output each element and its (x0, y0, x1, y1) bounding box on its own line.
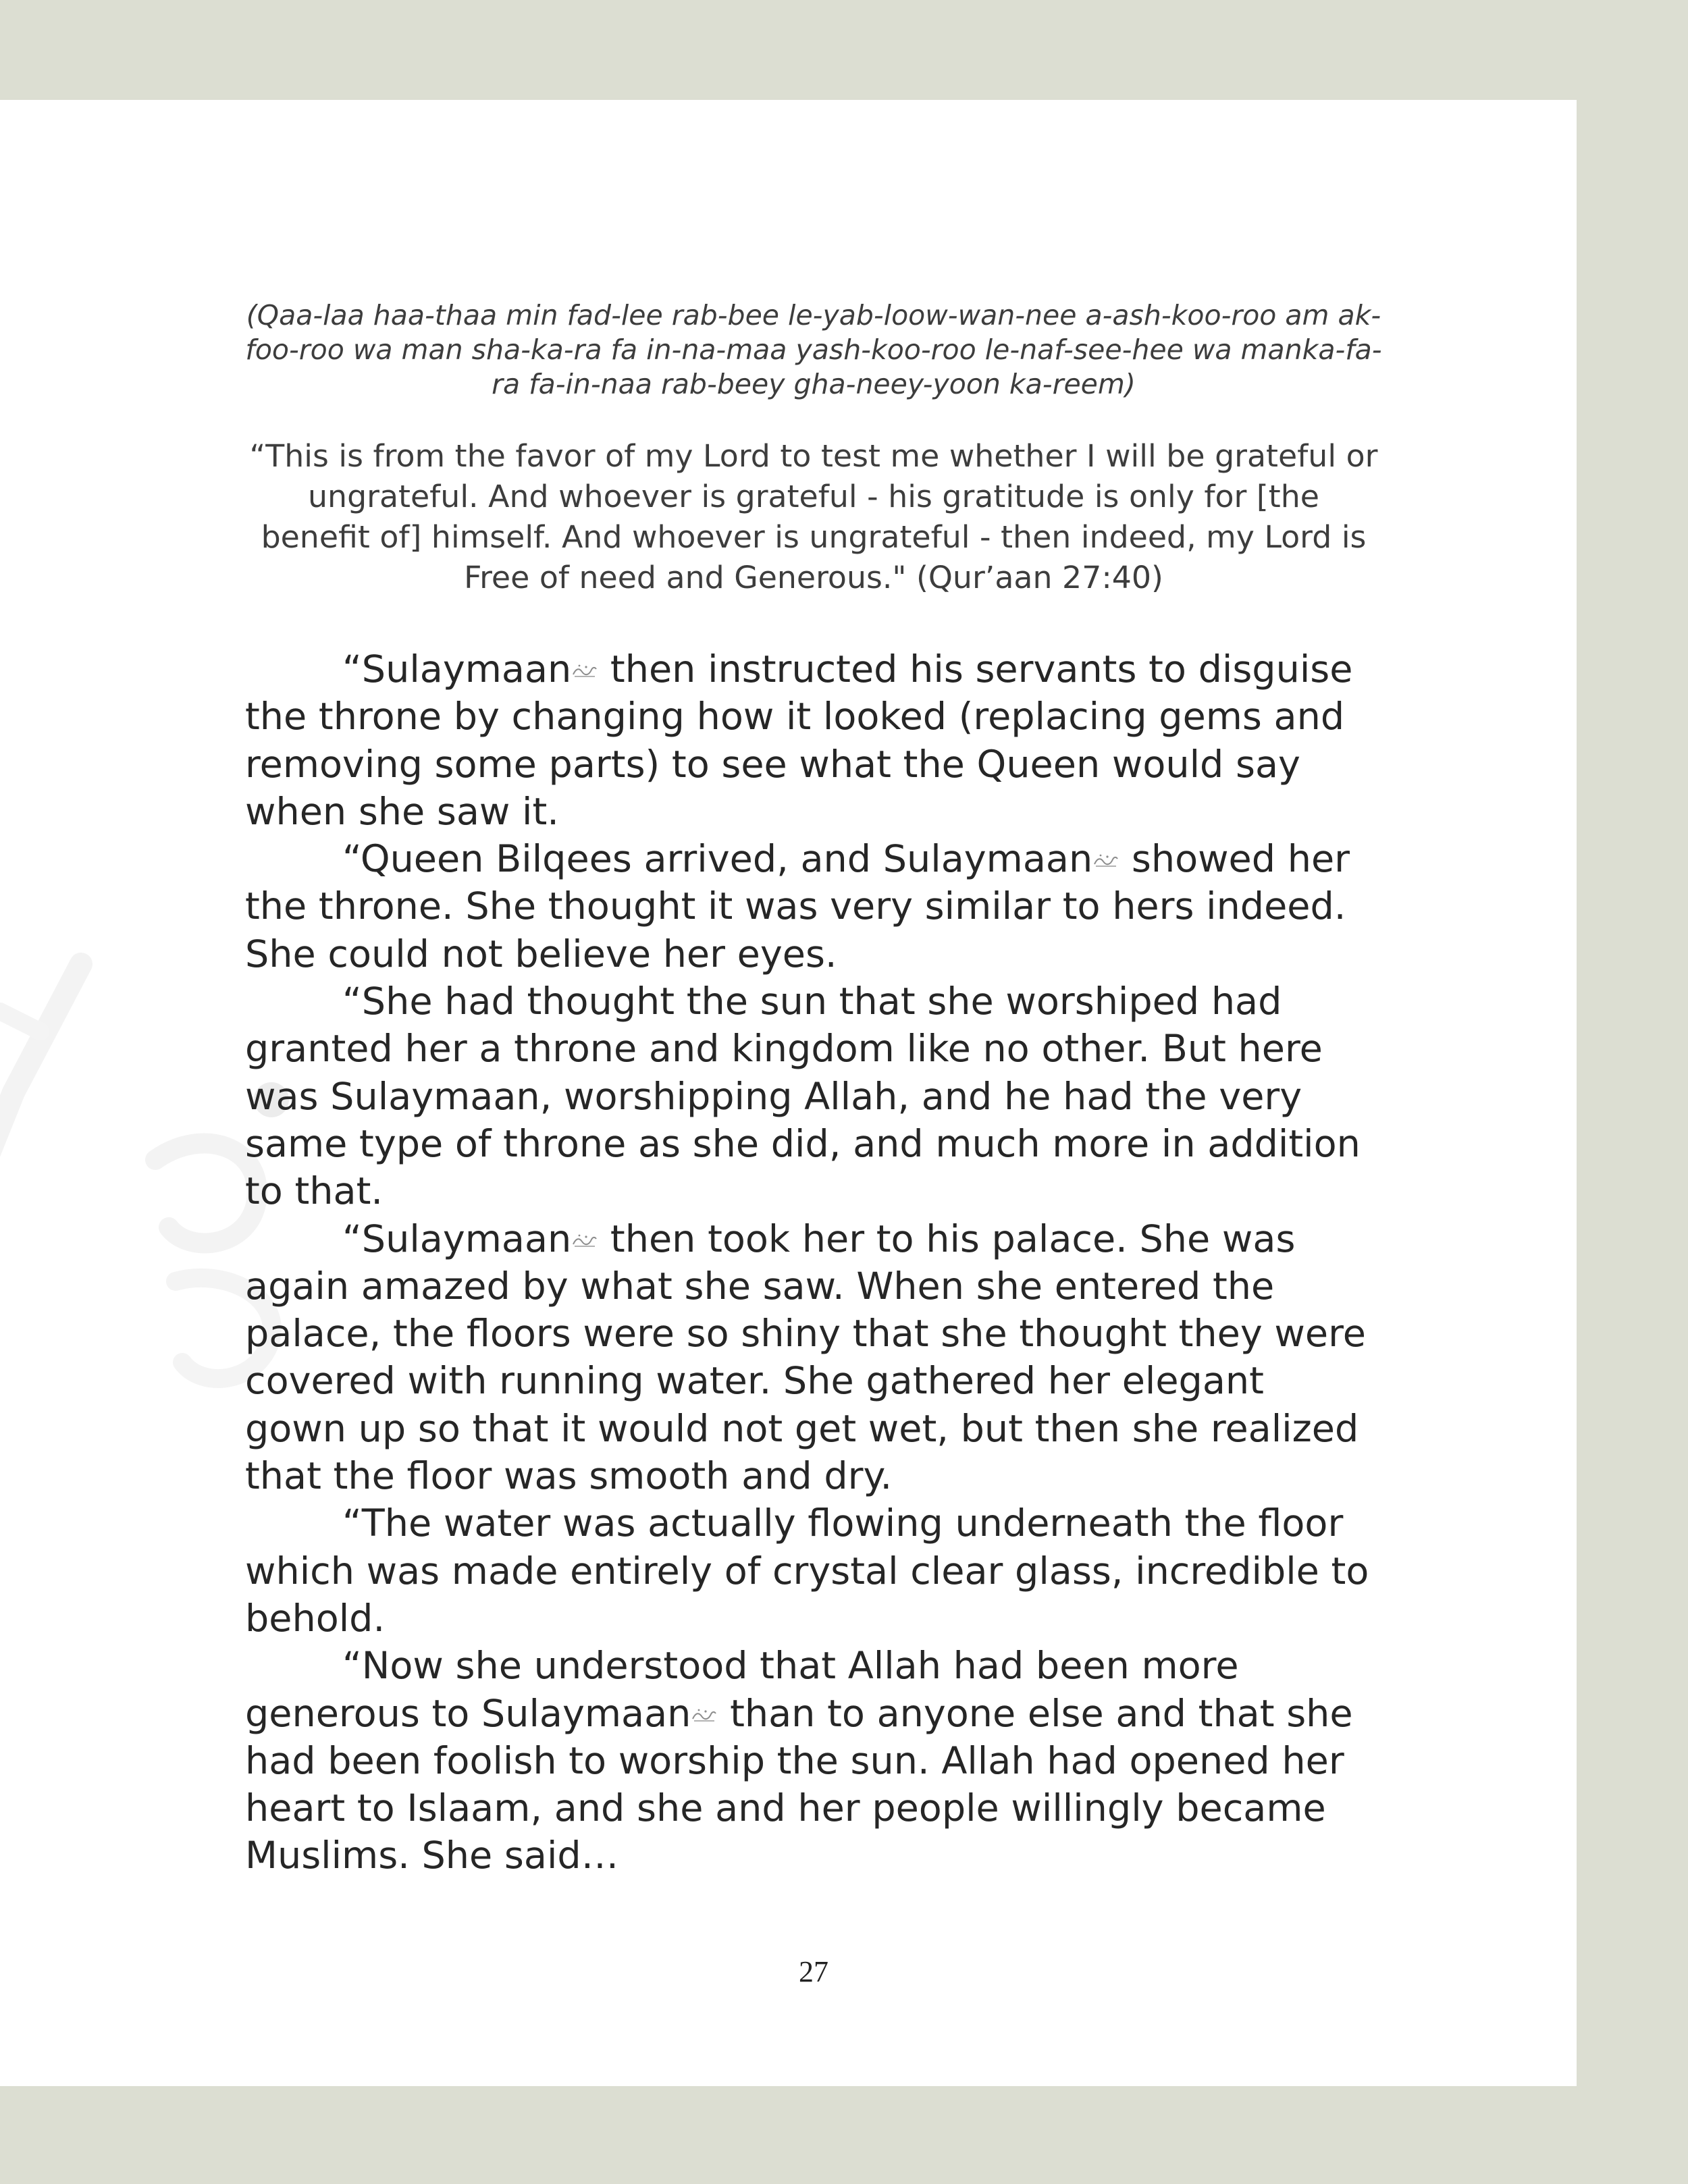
book-page (0, 100, 1577, 2086)
translation-line: ungrateful. And whoever is grateful - his gratitude is only for [the (308, 478, 1319, 514)
story-body (245, 646, 1460, 1880)
translation-line: benefit of] himself. And whoever is ungrateful - then indeed, my Lord is (261, 518, 1367, 555)
body-line: gown up so that it would not get wet, but then she realized (245, 1406, 1359, 1451)
body-line: Muslims. She said… (245, 1834, 619, 1878)
body-line (245, 1690, 1460, 1738)
body-line (245, 646, 1460, 693)
body-line: covered with running water. She gathered her elegant (245, 1359, 1264, 1404)
body-line: “Now she understood that Allah had been more (342, 1644, 1239, 1688)
paragraph (245, 836, 1460, 978)
translation-line: Free of need and Generous." (Qur’aan 27:40) (464, 559, 1163, 595)
body-line: which was made entirely of crystal clear glass, incredible to (245, 1549, 1369, 1593)
body-line: palace, the floors were so shiny that she thought they were (245, 1312, 1366, 1356)
body-text-segment: than to anyone else and that she (718, 1691, 1353, 1736)
body-line: to that. (245, 1169, 384, 1214)
body-line: “The water was actually flowing underneath the floor (342, 1501, 1344, 1546)
body-line: that the floor was smooth and dry. (245, 1454, 893, 1499)
paragraph (245, 646, 1460, 836)
body-line: when she saw it. (245, 789, 559, 834)
transliteration-line: ra fa-in-naa rab-beey gha-neey-yoon ka-reem) (492, 368, 1136, 400)
body-text-segment: then instructed his servants to disguise (598, 647, 1353, 691)
page-number: 27 (799, 1955, 828, 1988)
body-text-segment: “Sulaymaan (342, 647, 572, 691)
translation-line: “This is from the favor of my Lord to test me whether I will be grateful or (249, 437, 1378, 474)
body-line: granted her a throne and kingdom like no other. But here (245, 1027, 1323, 1071)
verse-translation (240, 435, 1388, 597)
body-text-segment: “Sulaymaan (342, 1217, 572, 1261)
body-line: “She had thought the sun that she worshiped had (342, 980, 1282, 1024)
body-line: the throne. She thought it was very similar to hers indeed. (245, 884, 1346, 929)
paragraph (245, 1500, 1460, 1643)
body-text-segment: then took her to his palace. She was (598, 1217, 1296, 1261)
body-line: heart to Islaam, and she and her people willingly became (245, 1786, 1326, 1831)
alayhis-salaam-icon (691, 1707, 718, 1724)
body-line: removing some parts) to see what the Queen would say (245, 742, 1300, 787)
transliteration-line: foo-roo wa man sha-ka-ra fa in-na-maa yash-koo-roo le-naf-see-hee wa manka-fa- (245, 334, 1382, 366)
paragraph (245, 1643, 1460, 1880)
body-line (245, 836, 1460, 883)
alayhis-salaam-icon (1092, 853, 1119, 869)
body-line: was Sulaymaan, worshipping Allah, and he had the very (245, 1074, 1302, 1119)
body-line: behold. (245, 1596, 386, 1641)
transliteration (240, 298, 1388, 402)
transliteration-line: (Qaa-laa haa-thaa min fad-lee rab-bee le-yab-loow-wan-nee a-ash-koo-roo am ak- (246, 299, 1381, 331)
body-line: She could not believe her eyes. (245, 932, 837, 976)
body-text-segment: showed her (1119, 837, 1350, 882)
body-text-segment: “Queen Bilqees arrived, and Sulaymaan (342, 837, 1093, 882)
body-line: the throne by changing how it looked (replacing gems and (245, 695, 1345, 739)
paragraph (245, 1216, 1460, 1501)
body-line: had been foolish to worship the sun. Allah had opened her (245, 1738, 1344, 1783)
body-line: again amazed by what she saw. When she entered the (245, 1264, 1275, 1308)
body-text-segment: generous to Sulaymaan (245, 1691, 691, 1736)
alayhis-salaam-icon (571, 1233, 598, 1249)
body-line: same type of throne as she did, and much more in addition (245, 1121, 1361, 1166)
paragraph (245, 978, 1460, 1215)
body-line (245, 1216, 1460, 1263)
alayhis-salaam-icon (571, 663, 598, 679)
